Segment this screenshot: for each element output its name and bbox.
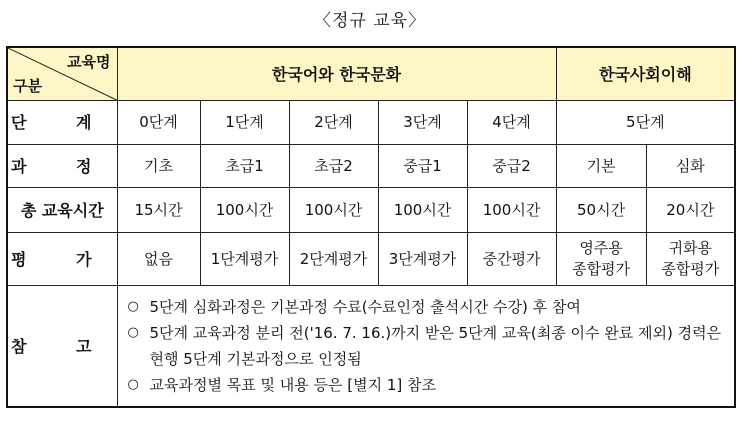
table-cell: 심화 [646, 145, 735, 188]
row-label-hours: 총 교육시간 [7, 188, 117, 233]
note-item [128, 294, 729, 320]
table-cell: 중급2 [467, 145, 556, 188]
table-cell: 없음 [117, 233, 200, 286]
hours-row [7, 188, 735, 233]
table-cell [646, 233, 735, 286]
table-cell: 5단계 [556, 101, 735, 145]
table-cell: 0단계 [117, 101, 200, 145]
table-cell: 4단계 [467, 101, 556, 145]
group-header-society: 한국사회이해 [556, 47, 735, 101]
note-item [128, 372, 729, 398]
cell-line: 종합평가 [572, 260, 631, 278]
cell-line: 종합평가 [661, 260, 720, 278]
corner-header-cell [7, 47, 117, 101]
table-cell: 3단계 [378, 101, 467, 145]
table-cell: 100시간 [378, 188, 467, 233]
reference-row [7, 286, 735, 408]
evaluation-row [7, 233, 735, 286]
course-row [7, 145, 735, 188]
page-title: 〈정규 교육〉 [313, 11, 427, 31]
table-cell: 2단계 [289, 101, 378, 145]
table-cell: 50시간 [556, 188, 646, 233]
cell-line: 귀화용 [668, 239, 713, 257]
table-cell: 1단계 [200, 101, 289, 145]
table-cell: 100시간 [200, 188, 289, 233]
bullet-circle-icon: ○ [127, 377, 139, 392]
bullet-circle-icon: ○ [127, 325, 139, 340]
table-cell: 15시간 [117, 188, 200, 233]
table-cell: 초급2 [289, 145, 378, 188]
education-table [6, 46, 736, 408]
bullet-circle-icon: ○ [127, 299, 139, 314]
table-cell [556, 233, 646, 286]
table-cell: 초급1 [200, 145, 289, 188]
row-label-stage: 단 계 [7, 101, 117, 145]
note-text: 5단계 심화과정은 기본과정 수료(수료인정 출석시간 수강) 후 참여 [149, 298, 581, 316]
table-cell: 100시간 [467, 188, 556, 233]
table-cell: 중급1 [378, 145, 467, 188]
table-cell: 20시간 [646, 188, 735, 233]
table-cell: 100시간 [289, 188, 378, 233]
table-cell: 3단계평가 [378, 233, 467, 286]
note-text: 교육과정별 목표 및 내용 등은 [별지 1] 참조 [149, 376, 436, 394]
header-row [7, 47, 735, 101]
row-label-course: 과 정 [7, 145, 117, 188]
table-cell: 1단계평가 [200, 233, 289, 286]
reference-notes [117, 286, 735, 408]
cell-line: 영주용 [579, 239, 623, 257]
row-label-evaluation: 평 가 [7, 233, 117, 286]
note-item [128, 320, 729, 372]
table-cell: 2단계평가 [289, 233, 378, 286]
row-label-reference: 참 고 [7, 286, 117, 408]
table-cell: 기초 [117, 145, 200, 188]
note-text: 5단계 교육과정 분리 전('16. 7. 16.)까지 받은 5단계 교육(최종 이수 완료 제외) 경력은 현행 5단계 기본과정으로 인정됨 [149, 324, 722, 368]
corner-top-label: 교육명 [67, 53, 111, 71]
corner-bottom-label: 구분 [13, 77, 42, 95]
table-cell: 중간평가 [467, 233, 556, 286]
stage-row [7, 101, 735, 145]
table-cell: 기본 [556, 145, 646, 188]
group-header-korean: 한국어와 한국문화 [117, 47, 556, 101]
